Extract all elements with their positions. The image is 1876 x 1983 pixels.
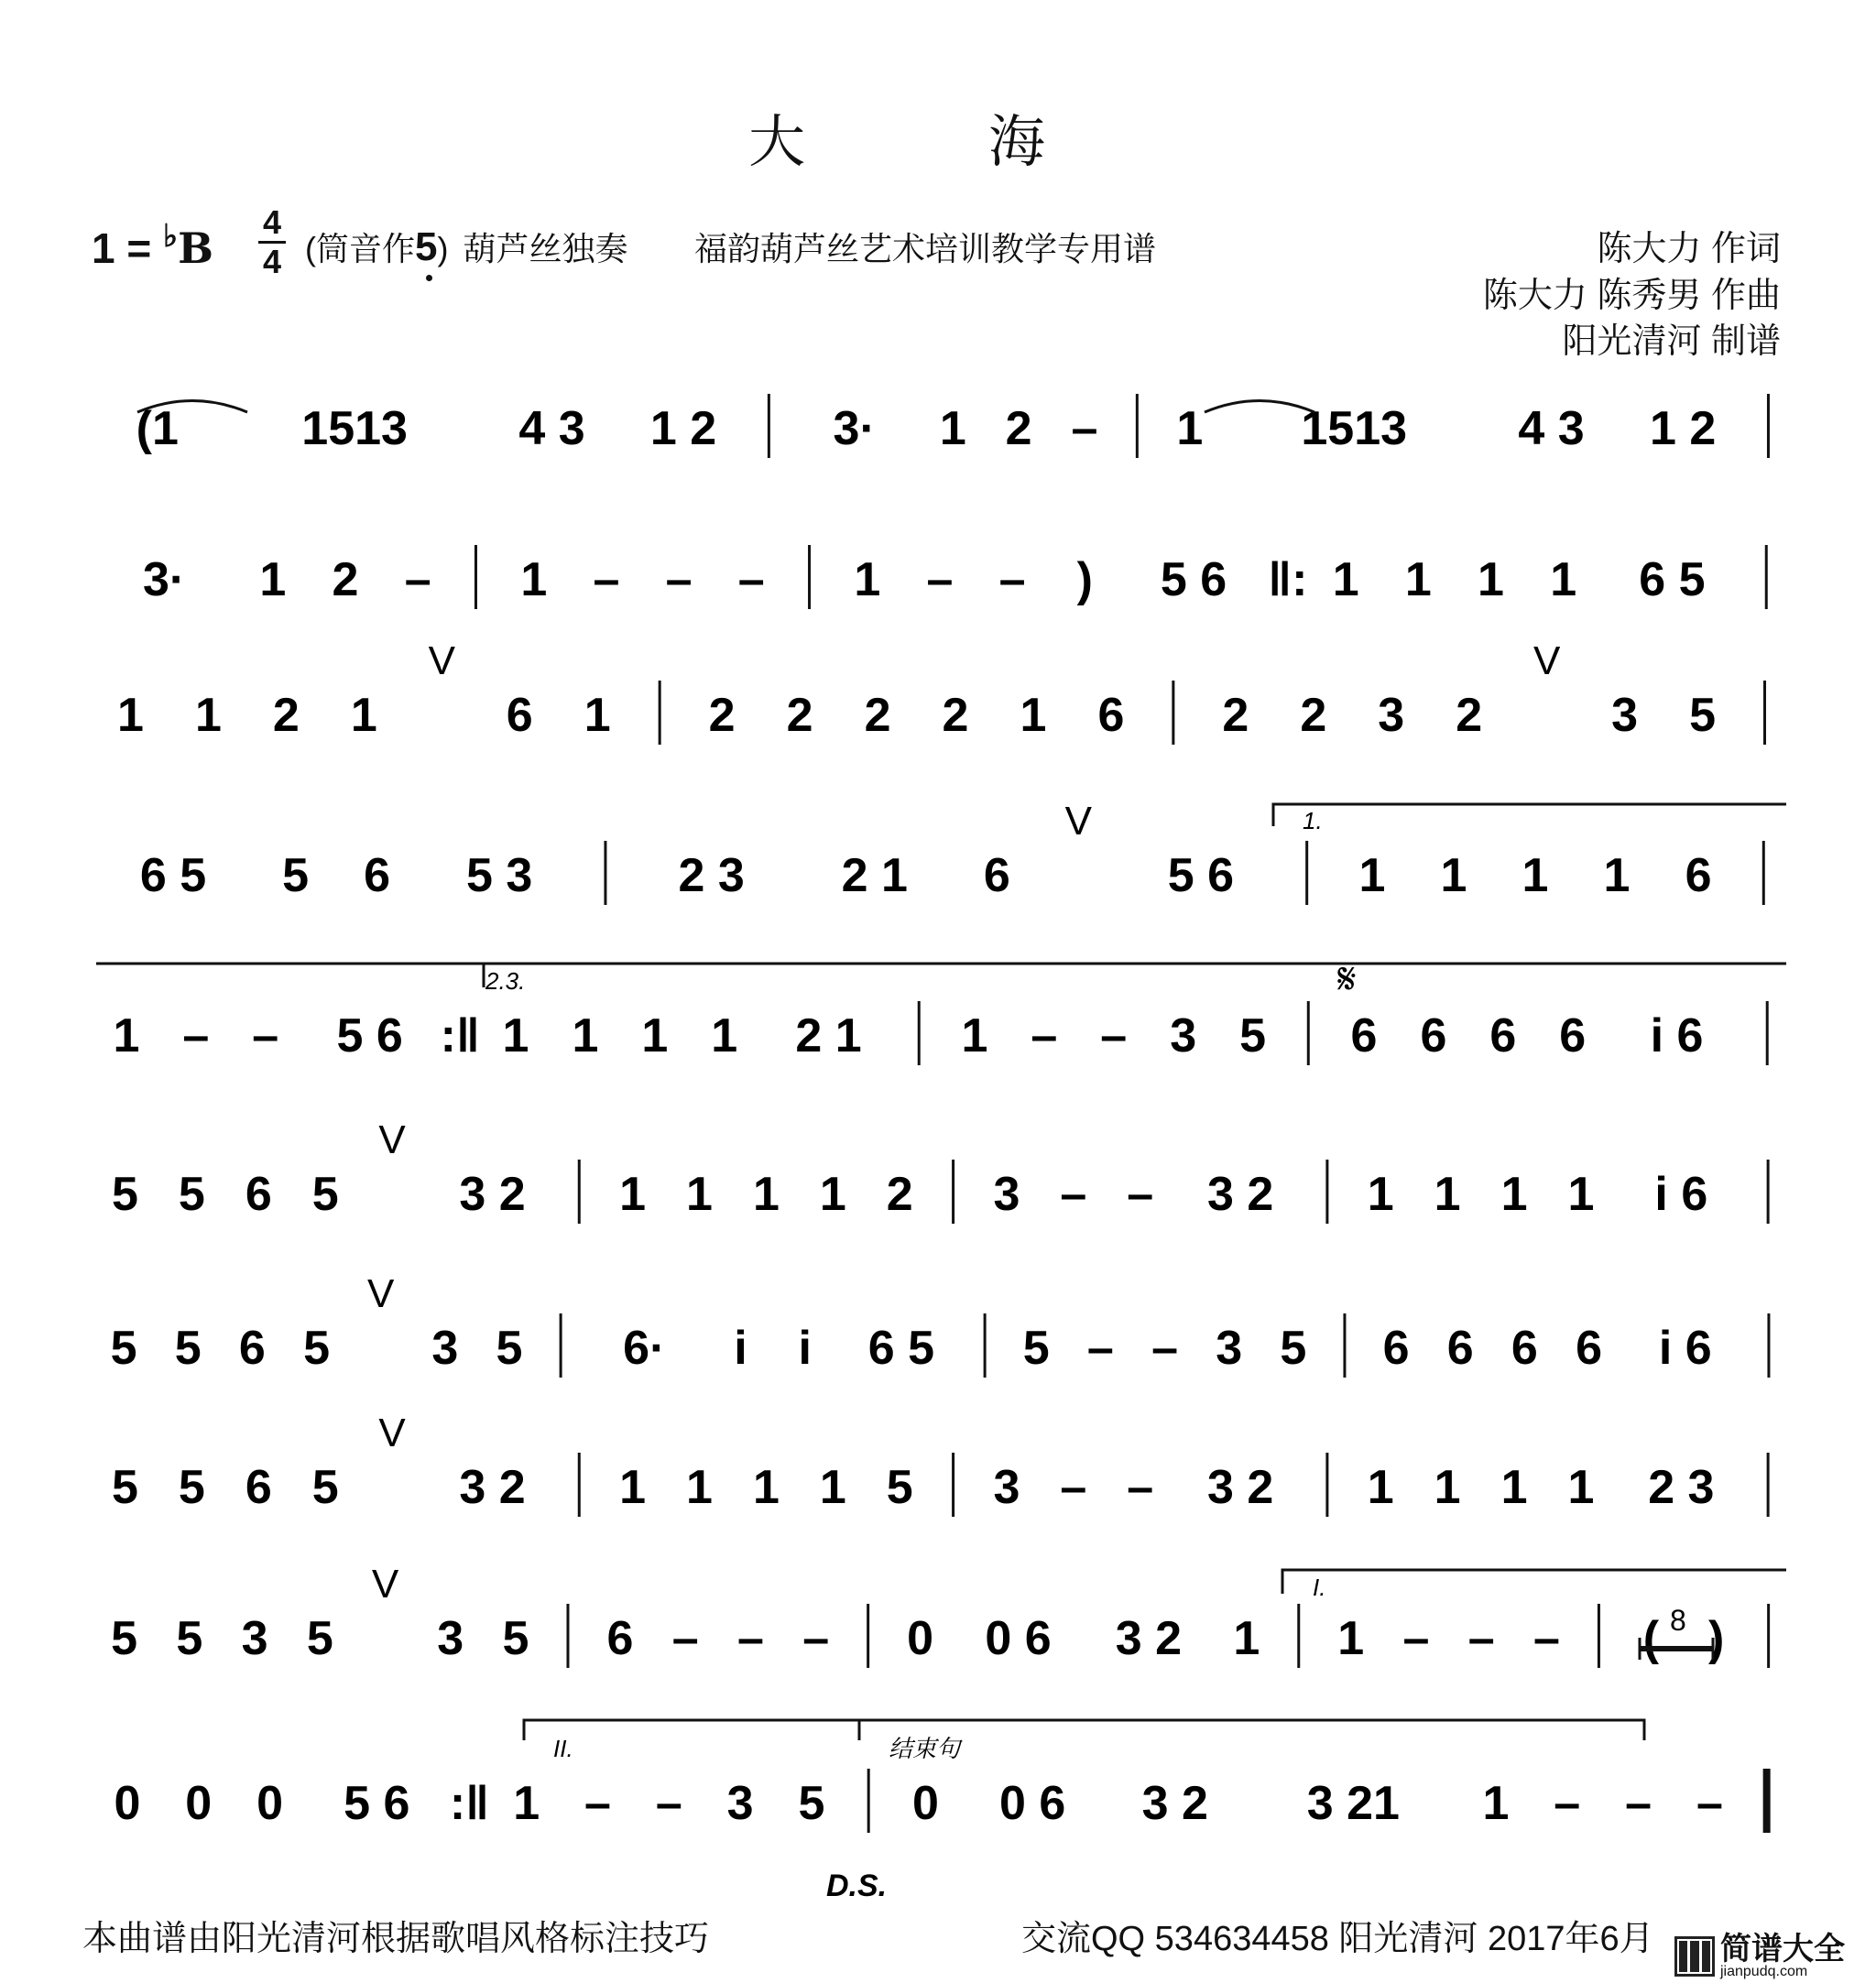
lyricist-credit: 陈大力 作词 <box>1597 230 1781 268</box>
note-group: 5 <box>311 1168 339 1221</box>
volta-23-label: 2.3. <box>485 967 526 995</box>
note-group: 0 <box>907 1612 934 1665</box>
note-group: 5 <box>1280 1322 1307 1375</box>
note-group: 6 <box>245 1168 272 1221</box>
note-group: 1 <box>1603 849 1631 902</box>
note-group: 2 <box>1222 689 1249 742</box>
note-group: 6 <box>1576 1322 1602 1375</box>
note-group: – <box>665 553 693 606</box>
note-group: 1 <box>641 1009 669 1062</box>
note-group: 2 <box>708 689 736 742</box>
note-group: 1 <box>1367 1168 1394 1221</box>
note-group: 1 2 <box>1649 402 1717 455</box>
note-group: 1 <box>1332 553 1359 606</box>
note-group: 3 2 <box>1115 1612 1183 1665</box>
note-group: 6 <box>245 1461 272 1514</box>
watermark-url: jianpudq.com <box>1720 1964 1808 1979</box>
time-bottom: 4 <box>262 243 282 280</box>
note-group: 6 <box>1489 1009 1517 1062</box>
note-group: 1 <box>1020 689 1047 742</box>
note-group: 3 <box>726 1777 754 1830</box>
note-group: ‖: <box>1268 553 1308 606</box>
note-group: 1 <box>1404 553 1432 606</box>
note-group: 5 <box>282 849 310 902</box>
note-group: 0 <box>114 1777 141 1830</box>
note-group: 6 5 <box>867 1322 935 1375</box>
note-group: – <box>182 1009 210 1062</box>
page-title: 大 海 <box>748 108 1128 175</box>
note-group: – <box>1467 1612 1495 1665</box>
note-group: – <box>802 1612 830 1665</box>
note-group: 1 <box>1478 553 1504 606</box>
note-group: 2 <box>272 689 300 742</box>
note-group: 1 <box>1550 553 1577 606</box>
note-group: – <box>926 553 954 606</box>
note-group: – <box>1100 1009 1128 1062</box>
note-group: 5 <box>1239 1009 1267 1062</box>
breath-mark: V <box>371 1562 399 1607</box>
note-group: 3· <box>143 553 186 606</box>
note-group: 6 <box>238 1322 266 1375</box>
note-group: 2 1 <box>795 1009 862 1062</box>
note-group: 3 <box>1216 1322 1243 1375</box>
note-group: 0 6 <box>999 1777 1066 1830</box>
breath-mark: V <box>428 638 455 683</box>
note-group: – <box>584 1777 611 1830</box>
note-group: 1 <box>752 1168 780 1221</box>
note-group: 1 <box>752 1461 780 1514</box>
note-group: 1 <box>619 1168 647 1221</box>
note-group: 5 <box>502 1612 529 1665</box>
note-group: (1 <box>136 402 179 455</box>
tuning-open: (筒音作 <box>305 230 415 267</box>
note-group: 6 <box>1350 1009 1378 1062</box>
note-group: 3 <box>993 1168 1020 1221</box>
note-group: – <box>1402 1612 1430 1665</box>
note-group: 0 <box>911 1777 939 1830</box>
note-group: 1 <box>1440 849 1467 902</box>
note-group: – <box>1060 1168 1087 1221</box>
note-group: 2 <box>332 553 359 606</box>
note-group: 1 <box>1567 1168 1595 1221</box>
note-group: 1 <box>854 553 881 606</box>
score-lines <box>111 394 1769 1833</box>
note-group: 6 <box>983 849 1010 902</box>
flat-sign: ♭ <box>163 219 179 254</box>
note-group: 6 <box>1685 849 1712 902</box>
composer-credit: 陈大力 陈秀男 作曲 <box>1482 277 1781 315</box>
ending-label: 结束句 <box>889 1735 961 1762</box>
note-group: 3 2 <box>1206 1168 1274 1221</box>
note-group: 2 <box>864 689 891 742</box>
note-group: – <box>1086 1322 1114 1375</box>
note-group: 1 <box>1434 1461 1461 1514</box>
note-group: 5 <box>1689 689 1717 742</box>
note-group: 6 <box>364 849 391 902</box>
note-group: 1 <box>819 1461 846 1514</box>
note-group: 3 <box>1378 689 1405 742</box>
note-group: 1 <box>572 1009 599 1062</box>
note-group: 5 3 <box>466 849 533 902</box>
note-group: – <box>593 553 620 606</box>
note-group: 5 <box>111 1612 138 1665</box>
note-group: 2 3 <box>678 849 745 902</box>
note-group: 3 <box>431 1322 459 1375</box>
note-group: 1 <box>939 402 966 455</box>
footer-contact: 交流QQ 534634458 阳光清河 2017年6月 <box>1021 1920 1654 1958</box>
ds-mark: D.S. <box>826 1869 888 1903</box>
arranger-credit: 阳光清河 制谱 <box>1562 322 1781 361</box>
note-group: :‖ <box>440 1009 480 1062</box>
note-group: – <box>998 553 1026 606</box>
note-group: i 6 <box>1650 1009 1704 1062</box>
note-group: 1 <box>1233 1612 1260 1665</box>
footer-note: 本曲谱由阳光清河根据歌唱风格标注技巧 <box>82 1920 710 1958</box>
note-group: 2 <box>886 1168 913 1221</box>
note-group: – <box>1532 1612 1560 1665</box>
note-group: 2 <box>1005 402 1032 455</box>
note-group: 3 <box>1170 1009 1197 1062</box>
note-group: 1 <box>1434 1168 1461 1221</box>
note-group: i 6 <box>1654 1168 1708 1221</box>
volta-1-label: 1. <box>1303 807 1323 834</box>
note-group: 5 6 <box>1167 849 1235 902</box>
instrument-label: 葫芦丝独奏 <box>463 230 628 267</box>
note-group: 1 <box>686 1168 713 1221</box>
note-group: 5 6 <box>336 1009 403 1062</box>
note-group: 6 <box>606 1612 634 1665</box>
note-group: i <box>734 1322 747 1375</box>
note-group: – <box>1127 1461 1154 1514</box>
note-group: 2 <box>1300 689 1327 742</box>
volta-bracket <box>1273 804 1786 826</box>
note-group: – <box>1060 1461 1087 1514</box>
note-group: – <box>1625 1777 1652 1830</box>
note-group: 5 <box>303 1322 330 1375</box>
note-group: 4 3 <box>518 402 585 455</box>
breath-mark: V <box>378 1411 406 1455</box>
note-group: – <box>1127 1168 1154 1221</box>
note-group: 1 <box>584 689 611 742</box>
note-group: 1 <box>1500 1168 1528 1221</box>
note-group: 5 <box>311 1461 339 1514</box>
note-group: – <box>404 553 431 606</box>
note-group: 1 <box>1482 1777 1510 1830</box>
volta-1b-label: I. <box>1313 1574 1326 1601</box>
note-group: – <box>655 1777 682 1830</box>
note-group: 6 <box>1511 1322 1538 1375</box>
note-group: 1 <box>259 553 287 606</box>
note-group: 1 <box>502 1009 529 1062</box>
note-group: – <box>252 1009 279 1062</box>
note-group: 2 <box>942 689 969 742</box>
note-group: 5 6 <box>344 1777 410 1830</box>
note-group: 1 <box>113 1009 140 1062</box>
note-group: 5 <box>111 1168 138 1221</box>
time-top: 4 <box>262 203 282 241</box>
watermark <box>1674 1933 1858 1980</box>
breath-mark: V <box>1064 799 1093 844</box>
note-group: 1 <box>1500 1461 1528 1514</box>
note-group: 6 <box>506 689 533 742</box>
note-group: 6· <box>623 1322 666 1375</box>
note-group: 3 21 <box>1306 1777 1400 1830</box>
note-group: 6 <box>1446 1322 1474 1375</box>
note-group: :‖ <box>449 1777 490 1830</box>
note-group: 0 6 <box>985 1612 1052 1665</box>
segno-sign: 𝄋 <box>1337 955 1357 1004</box>
note-group: ( <box>1642 1612 1660 1665</box>
note-group: 3 <box>437 1612 464 1665</box>
key-note: B <box>178 223 213 273</box>
note-group: 1 <box>117 689 144 742</box>
note-group: 2 <box>1456 689 1483 742</box>
note-group: 3 2 <box>1206 1461 1274 1514</box>
tuning-close: ) <box>437 230 449 267</box>
note-group: 1 <box>711 1009 738 1062</box>
volta-2b-label: II. <box>553 1735 573 1762</box>
note-group: ) <box>1707 1612 1725 1665</box>
breath-mark: V <box>378 1117 406 1162</box>
note-group: 0 <box>256 1777 283 1830</box>
note-group: – <box>1071 402 1098 455</box>
note-group: 1 <box>194 689 222 742</box>
note-group: – <box>1151 1322 1178 1375</box>
note-group: 1 <box>1337 1612 1365 1665</box>
tuning-pitch: 5 <box>415 224 438 269</box>
piano-icon <box>1674 1936 1715 1977</box>
note-group: 3 <box>993 1461 1020 1514</box>
breath-mark: V <box>367 1271 395 1316</box>
note-group: 2 1 <box>841 849 908 902</box>
note-group: 6 <box>1382 1322 1410 1375</box>
note-group: 5 <box>1022 1322 1050 1375</box>
note-group: 1 <box>1522 849 1549 902</box>
note-group: 6 <box>1097 689 1125 742</box>
note-group: ) <box>1076 553 1093 606</box>
note-group: 1 <box>1367 1461 1394 1514</box>
note-group: 5 6 <box>1160 553 1227 606</box>
note-group: 1 <box>1176 402 1204 455</box>
note-group: 6 <box>1420 1009 1447 1062</box>
note-group: – <box>1031 1009 1058 1062</box>
key-prefix: 1 = <box>92 224 164 272</box>
subtitle: 福韵葫芦丝艺术培训教学专用谱 <box>694 230 1157 267</box>
note-group: 6 <box>1559 1009 1587 1062</box>
note-group: 6 5 <box>139 849 207 902</box>
note-group: 5 <box>176 1612 203 1665</box>
slur <box>1205 401 1314 413</box>
note-group: 1 <box>1567 1461 1595 1514</box>
note-group: 1 <box>513 1777 540 1830</box>
note-group: 1 2 <box>649 402 717 455</box>
note-group: 5 <box>178 1168 205 1221</box>
note-group: 3 2 <box>1141 1777 1208 1830</box>
note-group: 6 5 <box>1639 553 1706 606</box>
note-group: 0 <box>185 1777 213 1830</box>
note-group: 5 <box>178 1461 205 1514</box>
note-group: 5 <box>110 1322 137 1375</box>
note-group: 5 <box>798 1777 825 1830</box>
volta-bracket <box>1282 1570 1786 1594</box>
note-group: 1 <box>686 1461 713 1514</box>
note-group: 1 <box>520 553 548 606</box>
note-group: 1 <box>350 689 377 742</box>
note-group: 1 <box>961 1009 988 1062</box>
note-group: 1 <box>619 1461 647 1514</box>
note-group: 3 2 <box>459 1461 526 1514</box>
note-group: – <box>736 1612 764 1665</box>
note-group: – <box>737 553 765 606</box>
note-group: 3 2 <box>459 1168 526 1221</box>
note-group: – <box>1696 1777 1723 1830</box>
note-group: 1513 <box>1301 402 1408 455</box>
note-group: 1 <box>819 1168 846 1221</box>
note-group: 4 3 <box>1518 402 1585 455</box>
note-group: 5 <box>306 1612 333 1665</box>
note-group: 1 <box>1358 849 1386 902</box>
note-group: 3· <box>833 402 876 455</box>
note-group: 3 <box>241 1612 268 1665</box>
note-group: 3 <box>1611 689 1639 742</box>
note-group: – <box>1554 1777 1581 1830</box>
note-group: i <box>798 1322 812 1375</box>
note-group: 2 <box>786 689 813 742</box>
note-group: 5 <box>174 1322 202 1375</box>
volta-bracket <box>524 1720 1644 1740</box>
note-group: 5 <box>496 1322 523 1375</box>
breath-mark: V <box>1532 638 1561 683</box>
note-group: 5 <box>886 1461 913 1514</box>
note-group: 1513 <box>301 402 408 455</box>
note-group: 2 3 <box>1648 1461 1715 1514</box>
note-group: 5 <box>111 1461 138 1514</box>
note-group: – <box>671 1612 699 1665</box>
rest-count: 8 <box>1670 1604 1686 1637</box>
watermark-name: 简谱大全 <box>1720 1932 1845 1967</box>
note-group: i 6 <box>1658 1322 1712 1375</box>
